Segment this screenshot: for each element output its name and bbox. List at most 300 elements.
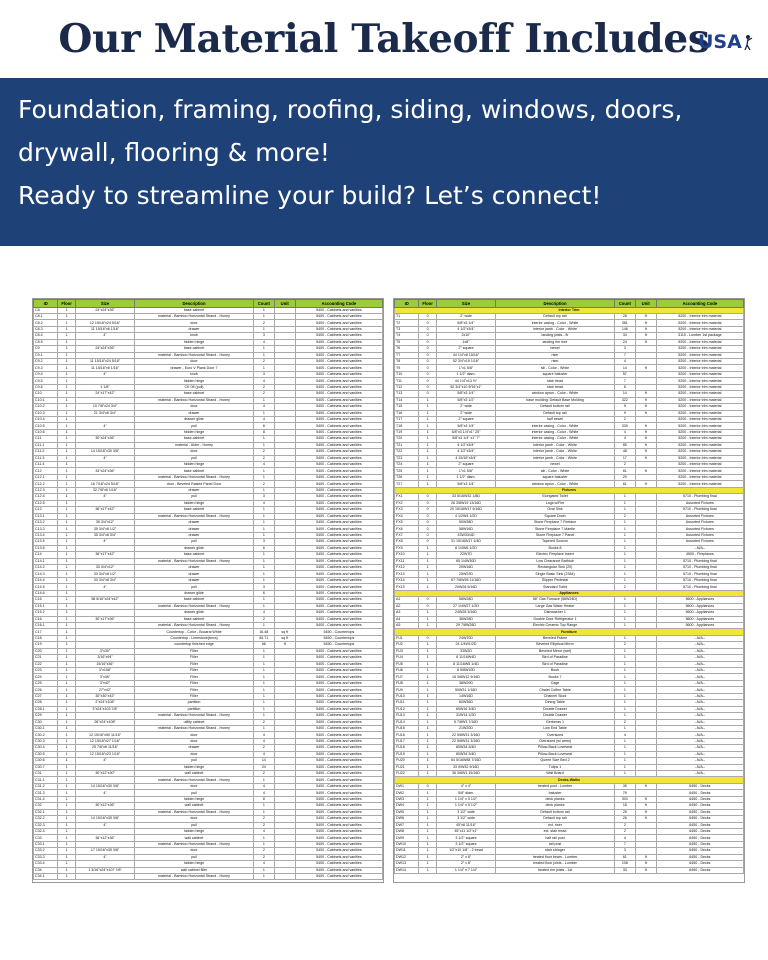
table-cell: 1 bbox=[614, 661, 635, 667]
table-cell: C21 bbox=[34, 655, 58, 661]
table-cell: 16.48 bbox=[253, 629, 274, 635]
table-cell: 6 bbox=[253, 590, 274, 596]
table-cell: FU21 bbox=[395, 764, 419, 770]
table-cell: C14 bbox=[34, 552, 58, 558]
table-cell: 50W38D bbox=[436, 519, 495, 525]
table-cell: 84.71 bbox=[253, 635, 274, 641]
table-cell: --N/A-- bbox=[656, 713, 743, 719]
table-cell: 36 3/8W1 15/16D bbox=[436, 771, 495, 777]
table-cell: C9.3 bbox=[34, 365, 58, 371]
table-cell: ft bbox=[635, 481, 656, 487]
table-cell: 1 bbox=[614, 738, 635, 744]
table-cell: FX12 bbox=[395, 565, 419, 571]
table-cell: 1 bbox=[58, 854, 75, 860]
table-cell: FX3 bbox=[395, 507, 419, 513]
table-cell: A1 bbox=[395, 597, 419, 603]
table-cell: Default top rail bbox=[496, 410, 615, 416]
table-cell: 5400 - Cabinets and vanities bbox=[295, 494, 382, 500]
table-cell: 5200 - Interior trim material bbox=[656, 320, 743, 326]
table-cell: ft bbox=[635, 816, 656, 822]
table-cell: 0 bbox=[419, 532, 436, 538]
table-cell: 9 bbox=[614, 410, 635, 416]
table-cell: 0 bbox=[419, 326, 436, 332]
table-cell: C28 bbox=[34, 700, 58, 706]
table-cell: 303 bbox=[614, 796, 635, 802]
table-cell: --N/A-- bbox=[656, 668, 743, 674]
table-cell: 5400 - Cabinets and vanities bbox=[295, 481, 382, 487]
table-cell: 4 15/16"x3/4" bbox=[436, 455, 495, 461]
table-cell: 1 bbox=[614, 635, 635, 641]
table-cell: 1 bbox=[419, 468, 436, 474]
table-cell: 1 bbox=[419, 558, 436, 564]
table-cell: 3 bbox=[253, 333, 274, 339]
table-cell: 1 bbox=[419, 725, 436, 731]
table-cell: 2 bbox=[253, 449, 274, 455]
table-cell: C9.4 bbox=[34, 371, 58, 377]
table-cell: 0 bbox=[419, 378, 436, 384]
table-cell: 79 bbox=[614, 790, 635, 796]
table-cell: C23 bbox=[34, 668, 58, 674]
table-cell: --N/A-- bbox=[656, 642, 743, 648]
table-cell: 5200 - Interior trim material bbox=[656, 346, 743, 352]
table-cell: 24 bbox=[614, 339, 635, 345]
table-cell: 2 bbox=[614, 719, 635, 725]
table-cell: 1 bbox=[58, 828, 75, 834]
table-cell: 4 bbox=[253, 738, 274, 744]
table-cell: 5400 - Cabinets and vanities bbox=[295, 835, 382, 841]
table-cell: Default top rail bbox=[496, 816, 615, 822]
table-cell: 5400 - Cabinets and vanities bbox=[295, 725, 382, 731]
table-cell: 61 bbox=[614, 481, 635, 487]
table-cell: Assorted Fixtures bbox=[656, 519, 743, 525]
table-cell: 1 bbox=[58, 481, 75, 487]
table-cell: 6450 - Decks bbox=[656, 803, 743, 809]
table-cell: 1 bbox=[614, 700, 635, 706]
table-cell: material - Bamboo Horizontal Strand - Honey bbox=[135, 622, 254, 628]
table-cell: T15 bbox=[395, 404, 419, 410]
table-cell: 1 bbox=[614, 565, 635, 571]
table-cell: 5710 - Plumbing final bbox=[656, 507, 743, 513]
table-cell: treated post - Lumber bbox=[496, 783, 615, 789]
table-cell: 1 bbox=[253, 436, 274, 442]
table-cell: DW2 bbox=[395, 790, 419, 796]
table-cell: 25W22D bbox=[436, 571, 495, 577]
table-cell: deck planks bbox=[496, 803, 615, 809]
table-cell: 1 3/16"x24"x107 7/8" bbox=[75, 867, 134, 873]
table-cell: 5400 - Cabinets and vanities bbox=[295, 565, 382, 571]
table-cell: half newel bbox=[496, 416, 615, 422]
table-cell: 1 bbox=[58, 423, 75, 429]
table-cell: 2" square bbox=[436, 416, 495, 422]
table-cell: 5400 - Cabinets and vanities bbox=[295, 822, 382, 828]
table-cell: 1 bbox=[419, 867, 436, 873]
cabinets-takeoff-sheet bbox=[32, 298, 384, 883]
table-cell: FU4 bbox=[395, 655, 419, 661]
table-cell: 5200 - Interior trim material bbox=[656, 429, 743, 435]
table-cell: 5400 - Cabinets and vanities bbox=[295, 455, 382, 461]
table-cell: 14 bbox=[614, 365, 635, 371]
table-cell: ft bbox=[635, 449, 656, 455]
table-cell: 2 bbox=[253, 320, 274, 326]
table-cell: FX7 bbox=[395, 532, 419, 538]
table-cell: 4 bbox=[614, 835, 635, 841]
table-cell: 14 bbox=[253, 758, 274, 764]
table-cell: 5400 - Cabinets and vanities bbox=[295, 745, 382, 751]
table-cell: 20 15/16W17 9/16D bbox=[436, 507, 495, 513]
table-cell: 5200 - Interior trim material bbox=[656, 371, 743, 377]
table-cell: 1 bbox=[614, 532, 635, 538]
table-cell: 1 bbox=[58, 661, 75, 667]
table-cell: 5400 - Cabinets and vanities bbox=[295, 346, 382, 352]
table-cell: C32 bbox=[34, 803, 58, 809]
table-cell: 1 bbox=[419, 719, 436, 725]
table-cell: drawer bbox=[135, 526, 254, 532]
table-cell: 6450 - Decks bbox=[656, 816, 743, 822]
table-cell: 1 bbox=[614, 771, 635, 777]
table-cell: 1 bbox=[419, 474, 436, 480]
table-cell: 1 bbox=[58, 668, 75, 674]
table-cell: drawer bbox=[135, 577, 254, 583]
table-cell: C14.4 bbox=[34, 577, 58, 583]
table-cell: 1 bbox=[253, 352, 274, 358]
table-cell: 4 bbox=[253, 790, 274, 796]
table-cell: T24 bbox=[395, 462, 419, 468]
table-cell: 5200 - Interior trim material bbox=[656, 404, 743, 410]
table-cell: 1 bbox=[58, 616, 75, 622]
table-cell: 1 bbox=[58, 455, 75, 461]
table-cell: material - Bamboo Horizontal Strand - Honey bbox=[135, 513, 254, 519]
table-cell: 5/8"x3 1/2" bbox=[436, 397, 495, 403]
table-cell: 6450 - Decks bbox=[656, 783, 743, 789]
table-cell: T10 bbox=[395, 371, 419, 377]
table-cell: 4 bbox=[614, 436, 635, 442]
table-cell: 381 bbox=[614, 320, 635, 326]
table-cell: 5200 - Interior trim material bbox=[656, 436, 743, 442]
table-cell: 1 bbox=[614, 558, 635, 564]
table-cell: 1 bbox=[419, 790, 436, 796]
table-cell: Countertop - Color - Bocaral White bbox=[135, 629, 254, 635]
table-cell: 1 bbox=[58, 462, 75, 468]
table-cell: 5400 - Cabinets and vanities bbox=[295, 603, 382, 609]
table-cell: 1 bbox=[58, 352, 75, 358]
table-cell: 1 bbox=[58, 790, 75, 796]
table-cell: 58 5/16"x24"x42" bbox=[75, 597, 134, 603]
table-cell: C8.1 bbox=[34, 313, 58, 319]
table-cell: 1 bbox=[614, 745, 635, 751]
table-cell: 5400 - Cabinets and vanities bbox=[295, 307, 382, 313]
table-cell: 0 bbox=[419, 539, 436, 545]
table-cell: T14 bbox=[395, 397, 419, 403]
table-cell: C32.2 bbox=[34, 816, 58, 822]
table-cell: 4 bbox=[253, 751, 274, 757]
table-cell: interior casing - Color - White bbox=[496, 429, 615, 435]
table-cell: 80W34 3/4D bbox=[436, 751, 495, 757]
table-cell: 1 bbox=[58, 404, 75, 410]
table-cell: 1 bbox=[58, 436, 75, 442]
table-cell: 1 bbox=[253, 841, 274, 847]
table-cell: Tulips 1 bbox=[496, 764, 615, 770]
table-cell: base cabinet bbox=[135, 468, 254, 474]
table-cell: 1 bbox=[419, 545, 436, 551]
table-cell: FX10 bbox=[395, 552, 419, 558]
table-cell: 1 bbox=[253, 442, 274, 448]
table-header-row bbox=[395, 300, 744, 308]
table-cell: FX15 bbox=[395, 584, 419, 590]
table-cell: pull bbox=[135, 539, 254, 545]
table-cell: 1 bbox=[58, 346, 75, 352]
table-cell: material - Bamboo Horizontal Strand - Honey bbox=[135, 713, 254, 719]
table-cell: 1 bbox=[253, 532, 274, 538]
table-cell: 30"x12"x30" bbox=[75, 771, 134, 777]
table-cell: C31.3 bbox=[34, 790, 58, 796]
table-cell: 14 15/16"x30 3/8" bbox=[75, 449, 134, 455]
table-cell: 5400 - Cabinets and vanities bbox=[295, 519, 382, 525]
table-cell: 1 bbox=[58, 532, 75, 538]
table-cell: 5400 - Cabinets and vanities bbox=[295, 803, 382, 809]
table-cell: 27"x42" bbox=[75, 687, 134, 693]
table-cell: C33.3 bbox=[34, 854, 58, 860]
table-cell: 5200 - Interior trim material bbox=[656, 391, 743, 397]
table-cell: 6450 - Decks bbox=[656, 848, 743, 854]
table-cell: base cabinet bbox=[135, 552, 254, 558]
table-cell: ft bbox=[635, 809, 656, 815]
table-cell: drawer bbox=[135, 519, 254, 525]
table-cell: T1 bbox=[395, 313, 419, 319]
table-cell: rail post bbox=[496, 841, 615, 847]
table-cell: 1 bbox=[419, 841, 436, 847]
table-cell: 36W28D bbox=[436, 616, 495, 622]
table-cell: Dining Table bbox=[496, 700, 615, 706]
table-cell: FU7 bbox=[395, 674, 419, 680]
table-cell: door bbox=[135, 848, 254, 854]
table-cell: 1/2"x10 1/8" - 2 tread bbox=[436, 848, 495, 854]
table-cell: base cabinet bbox=[135, 616, 254, 622]
table-cell: Elongated Toilet bbox=[496, 494, 615, 500]
table-cell: 5400 - Cabinets and vanities bbox=[295, 416, 382, 422]
table-cell: treated floor joists - Lumber bbox=[496, 861, 615, 867]
table-cell: 1 bbox=[58, 507, 75, 513]
table-cell: 4" x 4" bbox=[436, 783, 495, 789]
table-cell: 2" x 8" bbox=[436, 861, 495, 867]
table-cell: 1 bbox=[58, 725, 75, 731]
table-cell: 1 bbox=[58, 764, 75, 770]
table-cell: FX2 bbox=[395, 500, 419, 506]
table-cell: 1 bbox=[419, 552, 436, 558]
table-cell: ft bbox=[635, 803, 656, 809]
table-cell: 1 1/8" bbox=[75, 384, 134, 390]
table-cell: C10.1 bbox=[34, 397, 58, 403]
table-cell: 5400 - Cabinets and vanities bbox=[295, 668, 382, 674]
table-cell: DW11 bbox=[395, 848, 419, 854]
table-cell: 20W26 5/16D bbox=[436, 584, 495, 590]
table-cell: 1 bbox=[58, 391, 75, 397]
table-cell: --N/A-- bbox=[656, 738, 743, 744]
table-cell: 1 bbox=[253, 397, 274, 403]
table-cell: Default top rail bbox=[496, 313, 615, 319]
table-cell: Gerberas 1 bbox=[496, 719, 615, 725]
table-cell: 30"x17"x36" bbox=[75, 616, 134, 622]
table-cell: 5400 - Cabinets and vanities bbox=[295, 339, 382, 345]
table-cell: material - Bamboo Horizontal Strand - Honey bbox=[135, 558, 254, 564]
table-cell: C31 bbox=[34, 771, 58, 777]
table-cell: --N/A-- bbox=[656, 674, 743, 680]
table-cell: A2 bbox=[395, 603, 419, 609]
table-cell: 5400 - Cabinets and vanities bbox=[295, 828, 382, 834]
table-cell: DW3 bbox=[395, 796, 419, 802]
table-cell: Filler bbox=[135, 661, 254, 667]
table-cell: square baluster bbox=[496, 371, 615, 377]
column-header: Count bbox=[614, 300, 635, 308]
table-cell: 5400 - Cabinets and vanities bbox=[295, 674, 382, 680]
table-cell: 22W7D bbox=[436, 552, 495, 558]
table-cell: 3 1/2" wide bbox=[436, 809, 495, 815]
table-cell: C12.5 bbox=[34, 500, 58, 506]
table-cell: 25 7/8"x6 11/16" bbox=[75, 745, 134, 751]
table-cell: FX4 bbox=[395, 513, 419, 519]
table-cell: 1 bbox=[253, 809, 274, 815]
table-cell: FX11 bbox=[395, 558, 419, 564]
table-cell: Filler bbox=[135, 687, 254, 693]
table-cell: FX13 bbox=[395, 571, 419, 577]
table-cell: 5200 - Interior trim material bbox=[656, 410, 743, 416]
table-cell: T20 bbox=[395, 436, 419, 442]
table-cell: 14W16D bbox=[436, 693, 495, 699]
table-cell: C10.3 bbox=[34, 410, 58, 416]
table-cell: 5400 - Cabinets and vanities bbox=[295, 874, 382, 880]
table-cell: 0 bbox=[419, 313, 436, 319]
table-cell: 2 bbox=[253, 719, 274, 725]
table-cell: 80W34 3/4D bbox=[436, 745, 495, 751]
table-cell: window apron - Color - White bbox=[496, 391, 615, 397]
table-cell: C30.6 bbox=[34, 758, 58, 764]
table-cell: 0 bbox=[419, 359, 436, 365]
table-cell: 1 bbox=[419, 416, 436, 422]
table-cell: 30"x24"x36" bbox=[75, 436, 134, 442]
table-cell: Chalet Coffee Table bbox=[496, 687, 615, 693]
table-cell: T23 bbox=[395, 455, 419, 461]
table-cell: 38W20D bbox=[436, 680, 495, 686]
table-cell: 2 bbox=[253, 822, 274, 828]
table-cell: 4" bbox=[75, 494, 134, 500]
table-cell: Beveled Elliptical Mirror bbox=[496, 642, 615, 648]
table-cell: drawer glide bbox=[135, 545, 254, 551]
table-cell: 5400 - Cabinets and vanities bbox=[295, 719, 382, 725]
table-cell: 11 15/16"x6 1/16" bbox=[75, 365, 134, 371]
table-cell: 0 bbox=[419, 339, 436, 345]
table-cell: 5200 - Interior trim material bbox=[656, 313, 743, 319]
table-cell: C33.4 bbox=[34, 861, 58, 867]
table-cell: 1 bbox=[419, 622, 436, 628]
table-cell: 1 bbox=[614, 680, 635, 686]
table-cell: Stone Fireplace 7 Panel bbox=[496, 532, 615, 538]
column-header: Unit bbox=[274, 300, 295, 308]
table-cell: treated floor beam - Lumber bbox=[496, 854, 615, 860]
table-cell: T22 bbox=[395, 449, 419, 455]
table-cell: 1 bbox=[58, 674, 75, 680]
table-cell: 4500 - Fireplaces bbox=[656, 552, 743, 558]
table-cell: 6 bbox=[614, 384, 635, 390]
table-cell: 33 9/W32 9/16D bbox=[436, 764, 495, 770]
table-cell: 33 bbox=[614, 867, 635, 873]
table-cell: C10.5 bbox=[34, 423, 58, 429]
table-cell: 1 bbox=[58, 783, 75, 789]
table-cell: --N/A-- bbox=[656, 725, 743, 731]
table-cell: stair tread bbox=[496, 384, 615, 390]
table-cell: 5 7/8W3 7/16D bbox=[436, 719, 495, 725]
table-cell: --N/A-- bbox=[656, 700, 743, 706]
table-cell: 1 bbox=[419, 700, 436, 706]
table-cell: newel bbox=[496, 462, 615, 468]
table-cell: Beveled Mirror (wet) bbox=[496, 648, 615, 654]
table-cell: 5400 - Cabinets and vanities bbox=[295, 751, 382, 757]
table-cell: 2"x24"x108" bbox=[75, 700, 134, 706]
table-cell: C27 bbox=[34, 693, 58, 699]
table-cell: Filler bbox=[135, 674, 254, 680]
table-cell: 4 bbox=[253, 828, 274, 834]
table-cell: T19 bbox=[395, 429, 419, 435]
table-cell: 5400 - Cabinets and vanities bbox=[295, 655, 382, 661]
table-cell: 35 3/4"x12" bbox=[75, 519, 134, 525]
column-header: ID bbox=[34, 300, 58, 308]
column-header: Unit bbox=[635, 300, 656, 308]
table-cell: 1 bbox=[614, 603, 635, 609]
table-cell: 5200 - Interior trim material bbox=[656, 449, 743, 455]
column-header: ID bbox=[395, 300, 419, 308]
table-cell: --N/A-- bbox=[656, 648, 743, 654]
table-cell: 1 bbox=[58, 333, 75, 339]
table-cell: Assorted Fixtures bbox=[656, 539, 743, 545]
table-cell: 5200 - Interior trim material bbox=[656, 365, 743, 371]
table-cell: T2 bbox=[395, 320, 419, 326]
table-cell: --N/A-- bbox=[656, 693, 743, 699]
table-cell: 16 7/16"x24 5/16" bbox=[75, 481, 134, 487]
table-cell: FU1 bbox=[395, 635, 419, 641]
table-cell: C9.6 bbox=[34, 384, 58, 390]
table-cell: 1 bbox=[58, 307, 75, 313]
table-cell: Books 8 bbox=[496, 545, 615, 551]
table-cell: 1 bbox=[419, 481, 436, 487]
table-cell: 3"x24"x103 7/8" bbox=[75, 706, 134, 712]
table-cell: 31W14 1/2D bbox=[436, 713, 495, 719]
table-cell: T17 bbox=[395, 416, 419, 422]
table-cell: 58W28D bbox=[436, 597, 495, 603]
table-cell: 108 bbox=[614, 861, 635, 867]
column-header: Description bbox=[135, 300, 254, 308]
table-cell: Electric Ceramic Top Range bbox=[496, 622, 615, 628]
table-cell: 58W16D bbox=[436, 526, 495, 532]
table-cell: 12 15/16"x23 1/16" bbox=[75, 751, 134, 757]
table-cell: ft bbox=[635, 455, 656, 461]
table-cell: 5400 - Cabinets and vanities bbox=[295, 597, 382, 603]
table-cell: 1 bbox=[419, 848, 436, 854]
table-cell: 5710 - Plumbing final bbox=[656, 494, 743, 500]
table-cell: 5400 - Cabinets and vanities bbox=[295, 687, 382, 693]
table-cell: 1 bbox=[58, 397, 75, 403]
table-cell: 5400 - Cabinets and vanities bbox=[295, 790, 382, 796]
table-cell: drawer bbox=[135, 565, 254, 571]
table-cell: 1 bbox=[419, 738, 436, 744]
section-title: Decks-Walks bbox=[395, 777, 744, 783]
table-cell: 8 5/8W10D bbox=[436, 668, 495, 674]
table-cell: --N/A-- bbox=[656, 745, 743, 751]
table-cell: 1 bbox=[58, 822, 75, 828]
table-cell: 5200 - Interior trim material bbox=[656, 481, 743, 487]
table-cell: 1 1/4" x 5 1/2" bbox=[436, 803, 495, 809]
table-cell: window apron - Color - White bbox=[496, 481, 615, 487]
table-cell: riser bbox=[496, 359, 615, 365]
table-cell: 5/8"x3 1/4" bbox=[436, 391, 495, 397]
section-title: Interior Trim bbox=[395, 307, 744, 313]
